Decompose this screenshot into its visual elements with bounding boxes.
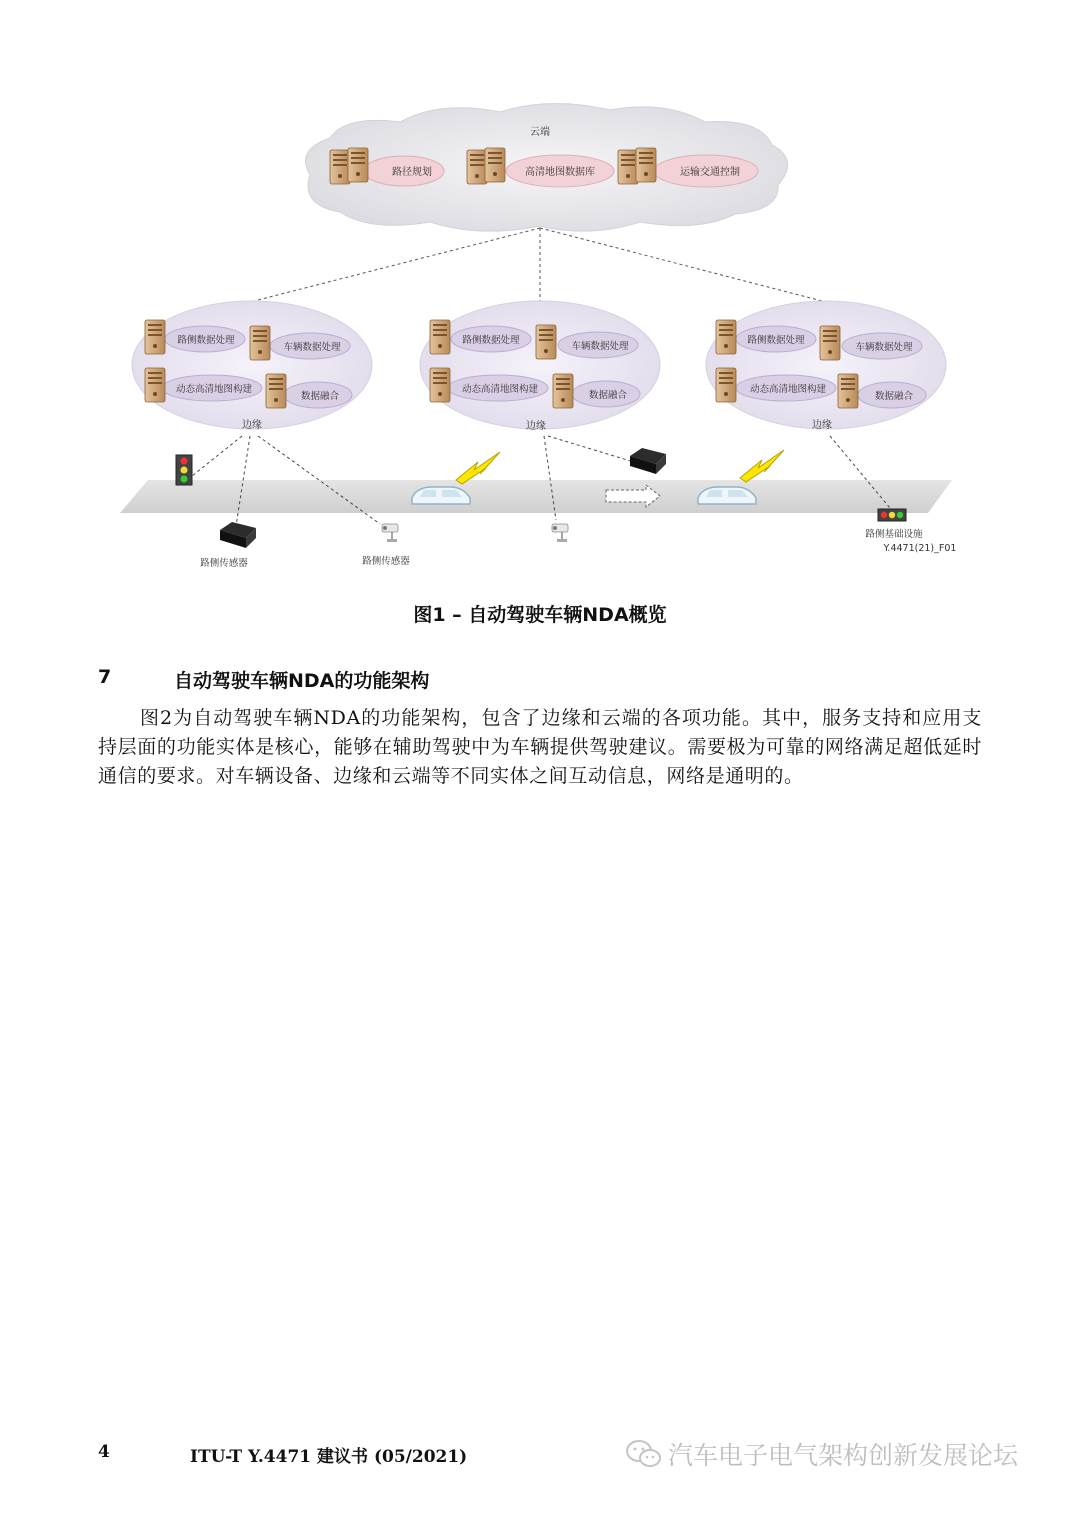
edge-label: 边缘 [812,420,832,431]
body-paragraph: 图2为自动驾驶车辆NDA的功能架构，包含了边缘和云端的各项功能。其中，服务支持和应用支持层面的功能实体是核心，能够在辅助驾驶中为车辆提供驾驶建议。需要极为可靠的网络满足超低延时通信的要求。对车辆设备、边缘和云端等不同实体之间互动信息，网络是通明的。 [98,707,982,787]
wireless-link-icon [740,450,784,482]
cloud-label: 云端 [530,127,550,138]
roadside-infrastructure-label: 路侧基础设施 [865,529,923,540]
watermark [624,1434,1054,1474]
edge-function-label: 数据融合 [874,391,914,402]
wechat-icon [624,1438,664,1470]
cloud-edge-links [250,228,826,302]
edge-function-label: 路侧数据处理 [462,335,520,346]
vehicle-icon [698,487,756,504]
edge-node-2 [420,301,660,432]
edge-function-label: 数据融合 [300,391,340,402]
roadside-sensor-icon [220,522,256,548]
edge-function-label: 动态高清地图构建 [749,384,827,395]
section-number: 7 [98,666,112,688]
edge-label: 边缘 [242,420,262,431]
document-id: ITU-T Y.4471 建议书 (05/2021) [190,1447,468,1467]
cloud-group [306,103,788,231]
cloud-server-label: 高清地图数据库 [525,167,595,178]
edge-function-label: 动态高清地图构建 [175,384,253,395]
edge-function-label: 车辆数据处理 [571,341,629,352]
road [120,480,952,513]
cloud-server-label: 运输交通控制 [680,167,740,178]
edge-function-label: 车辆数据处理 [283,342,341,353]
edge-function-label: 车辆数据处理 [855,342,913,353]
nda-overview-figure [0,0,1080,590]
figure-code: Y.4471(21)_F01 [883,543,957,554]
cloud-server-label: 路径规划 [392,167,432,178]
edge-node-1 [132,301,372,431]
section-title: 自动驾驶车辆NDA的功能架构 [174,670,430,692]
edge-label: 边缘 [526,421,546,432]
roadside-infrastructure-icon [878,509,906,521]
edge-function-label: 动态高清地图构建 [461,384,539,395]
roadside-unit-icon [630,448,666,474]
wireless-link-icon [456,452,500,484]
page-number: 4 [98,1442,110,1462]
watermark-text: 汽车电子电气架构创新发展论坛 [668,1441,1019,1470]
camera-icon [382,524,398,542]
roadside-sensor-label: 路侧传感器 [200,558,248,569]
figure-caption: 图1 – 自动驾驶车辆NDA概览 [413,604,667,626]
edge-function-label: 路侧数据处理 [177,335,235,346]
vehicle-icon [412,487,470,504]
traffic-light-icon [176,455,192,485]
edge-function-label: 数据融合 [588,390,628,401]
camera-icon [552,524,568,542]
edge-node-3 [706,301,946,431]
edge-function-label: 路侧数据处理 [747,335,805,346]
roadside-sensor-label: 路侧传感器 [362,556,410,567]
